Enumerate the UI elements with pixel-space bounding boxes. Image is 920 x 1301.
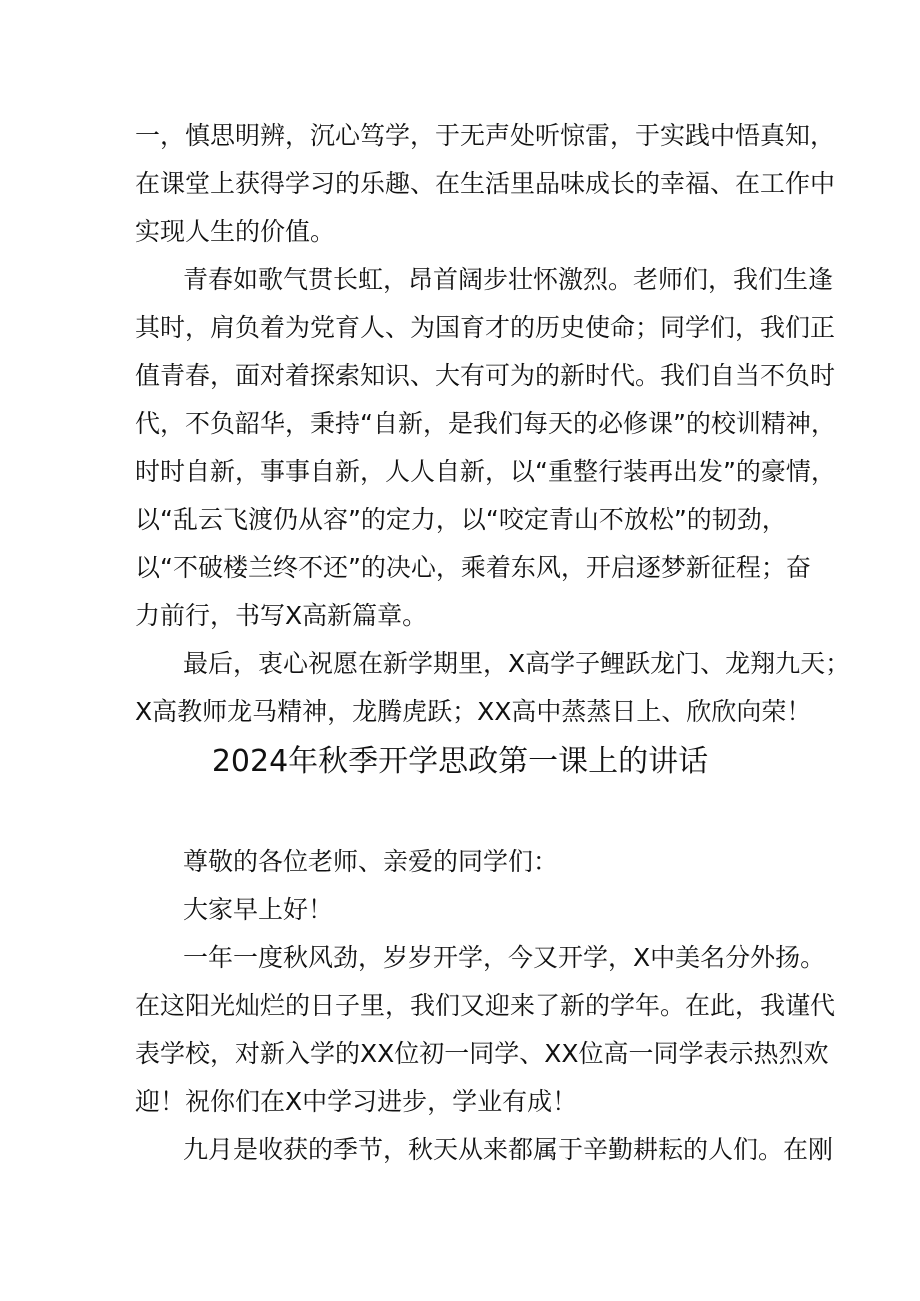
- paragraph-line: X高教师龙马精神，龙腾虎跃；XX高中蒸蒸日上、欣欣向荣！: [135, 697, 812, 726]
- paragraph-line: 一年一度秋风劲，岁岁开学，今又开学，X中美名分外扬。: [183, 943, 826, 972]
- paragraph-line: 其时，肩负着为党育人、为国育才的历史使命；同学们，我们正: [135, 313, 836, 342]
- paragraph-line: 在课堂上获得学习的乐趣、在生活里品味成长的幸福、在工作中: [135, 169, 836, 198]
- paragraph-line: 时时自新，事事自新，人人自新，以“重整行装再出发”的豪情，: [135, 457, 836, 486]
- paragraph-line: 值青春，面对着探索知识、大有可为的新时代。我们自当不负时: [135, 361, 836, 390]
- paragraph-line: 青春如歌气贯长虹，昂首阔步壮怀激烈。老师们，我们生逢: [183, 265, 834, 294]
- paragraph-line: 尊敬的各位老师、亲爱的同学们：: [183, 847, 559, 876]
- paragraph-line: 表学校，对新入学的XX位初一同学、XX位高一同学表示热烈欢: [135, 1039, 829, 1068]
- paragraph-line: 大家早上好！: [183, 895, 334, 924]
- paragraph-line: 九月是收获的季节，秋天从来都属于辛勤耕耘的人们。在刚: [183, 1135, 834, 1164]
- paragraph-line: 在这阳光灿烂的日子里，我们又迎来了新的学年。在此，我谨代: [135, 991, 836, 1020]
- document-title: 2024年秋季开学思政第一课上的讲话: [211, 744, 709, 779]
- paragraph-line: 代，不负韶华，秉持“自新，是我们每天的必修课”的校训精神，: [135, 409, 836, 438]
- paragraph-line: 以“乱云飞渡仍从容”的定力，以“咬定青山不放松”的韧劲，: [135, 505, 787, 534]
- paragraph-line: 一，慎思明辨，沉心笃学，于无声处听惊雷，于实践中悟真知，: [135, 121, 836, 150]
- paragraph-line: 最后，衷心祝愿在新学期里，X高学子鲤跃龙门、龙翔九天；: [183, 649, 851, 678]
- paragraph-line: 实现人生的价值。: [135, 217, 336, 246]
- paragraph-line: 以“不破楼兰终不还”的决心，乘着东风，开启逐梦新征程；奋: [135, 553, 811, 582]
- paragraph-line: 力前行，书写X高新篇章。: [135, 601, 428, 630]
- paragraph-line: 迎！祝你们在X中学习进步，学业有成！: [135, 1087, 578, 1116]
